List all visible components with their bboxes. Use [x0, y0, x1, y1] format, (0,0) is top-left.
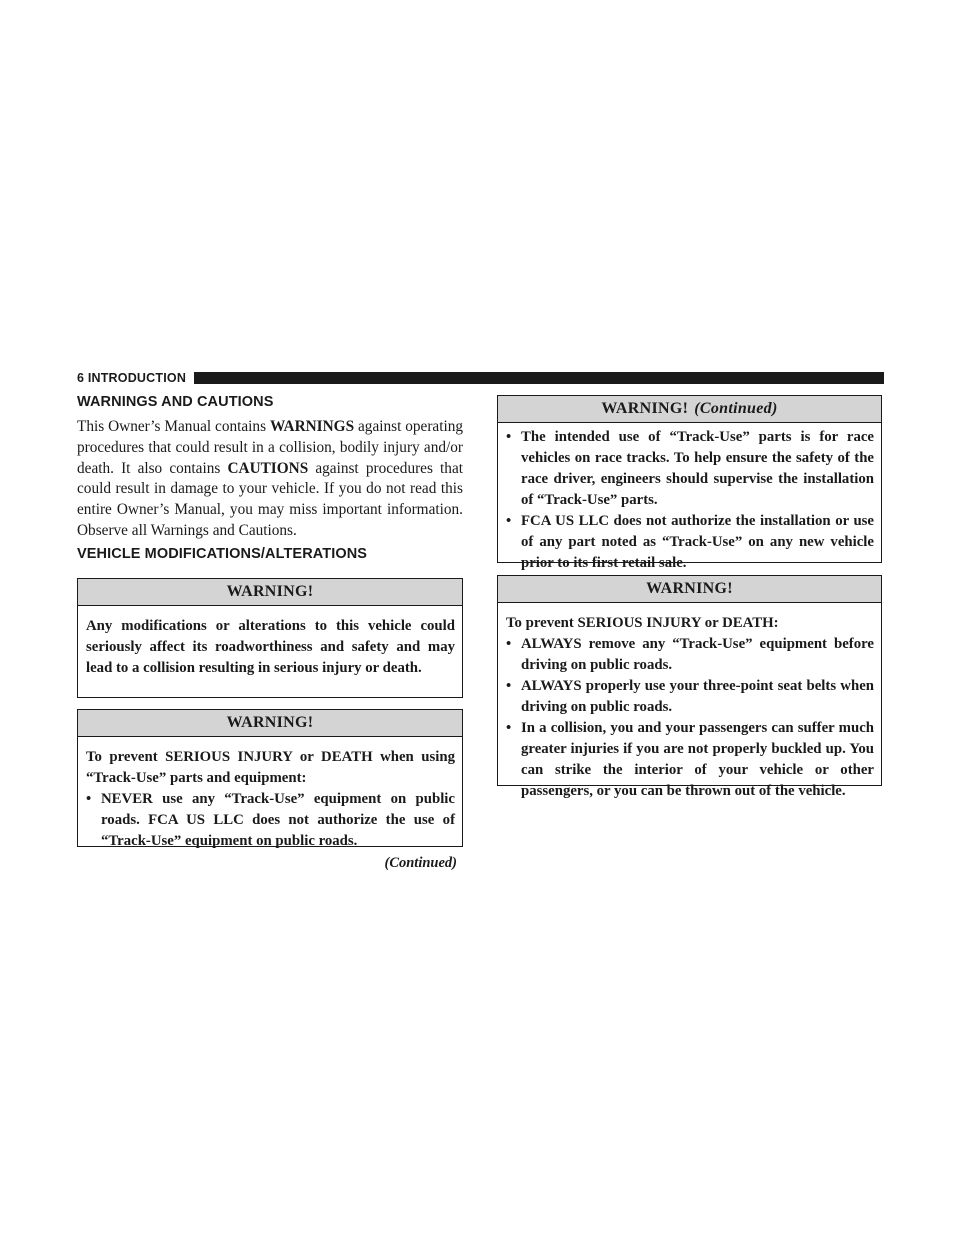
intro-bold-warnings: WARNINGS	[269, 418, 355, 435]
list-item	[506, 634, 874, 676]
warning-title-text: WARNING!	[226, 583, 314, 600]
intro-text-3: against procedures that could result in damage to your vehicle. If you do not read this entire Owner’s Manual, you may miss important information. Observe all Warnings and Cautions.	[77, 459, 463, 539]
warning-box-serious-injury	[497, 575, 882, 799]
intro-paragraph	[77, 417, 463, 542]
warning-box-modifications	[77, 578, 463, 698]
list-item-text: FCA US LLC does not authorize the installation or use of any part noted as “Track-Use” on any new vehicle prior to its first retail sale.	[521, 513, 874, 571]
section-heading-modifications: VEHICLE MODIFICATIONS/ALTERATIONS	[77, 546, 368, 562]
list-item	[506, 676, 874, 718]
section-heading-warnings: WARNINGS AND CAUTIONS	[77, 394, 274, 410]
warning-box-title	[78, 579, 462, 606]
list-item	[506, 511, 874, 574]
warning-title-text: WARNING!	[226, 714, 314, 731]
list-item-text: NEVER use any “Track-Use” equipment on public roads. FCA US LLC does not authorize the use of “Track-Use” equipment on public roads.	[101, 791, 455, 849]
list-item-text: In a collision, you and your passengers can suffer much greater injuries if you are not properly buckled up. You can strike the interior of your vehicle or other passengers, or you can be thrown out of the vehicle.	[521, 720, 874, 799]
bullet-icon: •	[86, 791, 92, 807]
intro-text-1: This Owner’s Manual contains	[77, 418, 270, 435]
warning-box-track-use	[77, 709, 463, 847]
warning-box-body	[78, 737, 462, 852]
bullet-icon: •	[506, 513, 512, 529]
page-header	[77, 371, 884, 385]
warning-box-body	[498, 423, 881, 574]
list-item	[506, 427, 874, 511]
bullet-icon: •	[506, 720, 512, 736]
warning-text: To prevent SERIOUS INJURY or DEATH when using “Track-Use” parts and equipment:	[86, 749, 455, 786]
warning-title-text: WARNING!	[646, 580, 733, 597]
warning-text: Any modifications or alterations to this vehicle could seriously affect its roadworthiness and safety and may lead to a collision resulting in serious injury or death.	[86, 618, 455, 676]
warning-title-continued: (Continued)	[694, 400, 778, 417]
warning-text: To prevent SERIOUS INJURY or DEATH:	[506, 615, 779, 631]
list-item-text: The intended use of “Track-Use” parts is for race vehicles on race tracks. To help ensure the safety of the race driver, engineers should supervise the installation of “Track-Use” parts.	[521, 429, 874, 508]
intro-text-2: against operating procedures that could result in a collision, bodily injury and/or death. It also contains	[77, 418, 464, 477]
warning-list	[506, 634, 874, 802]
list-item-text: ALWAYS properly use your three-point seat belts when driving on public roads.	[521, 678, 874, 715]
warning-box-title	[498, 576, 881, 603]
bullet-icon: •	[506, 429, 512, 445]
list-item	[86, 789, 455, 852]
bullet-icon: •	[506, 678, 512, 694]
header-rule	[194, 372, 884, 384]
intro-bold-cautions: CAUTIONS	[227, 459, 309, 477]
page-number-section: 6 INTRODUCTION	[77, 371, 187, 385]
list-item	[506, 718, 874, 802]
warning-box-title	[78, 710, 462, 737]
warning-list	[506, 427, 874, 574]
bullet-icon: •	[506, 636, 512, 652]
warning-box-body	[78, 606, 462, 679]
warning-list	[86, 789, 455, 852]
warning-box-body	[498, 603, 881, 802]
continued-note: (Continued)	[384, 855, 457, 871]
warning-box-title	[498, 396, 881, 423]
warning-title-text: WARNING!	[601, 400, 689, 417]
warning-box-track-use-continued	[497, 395, 882, 571]
list-item-text: ALWAYS remove any “Track-Use” equipment before driving on public roads.	[521, 636, 874, 673]
